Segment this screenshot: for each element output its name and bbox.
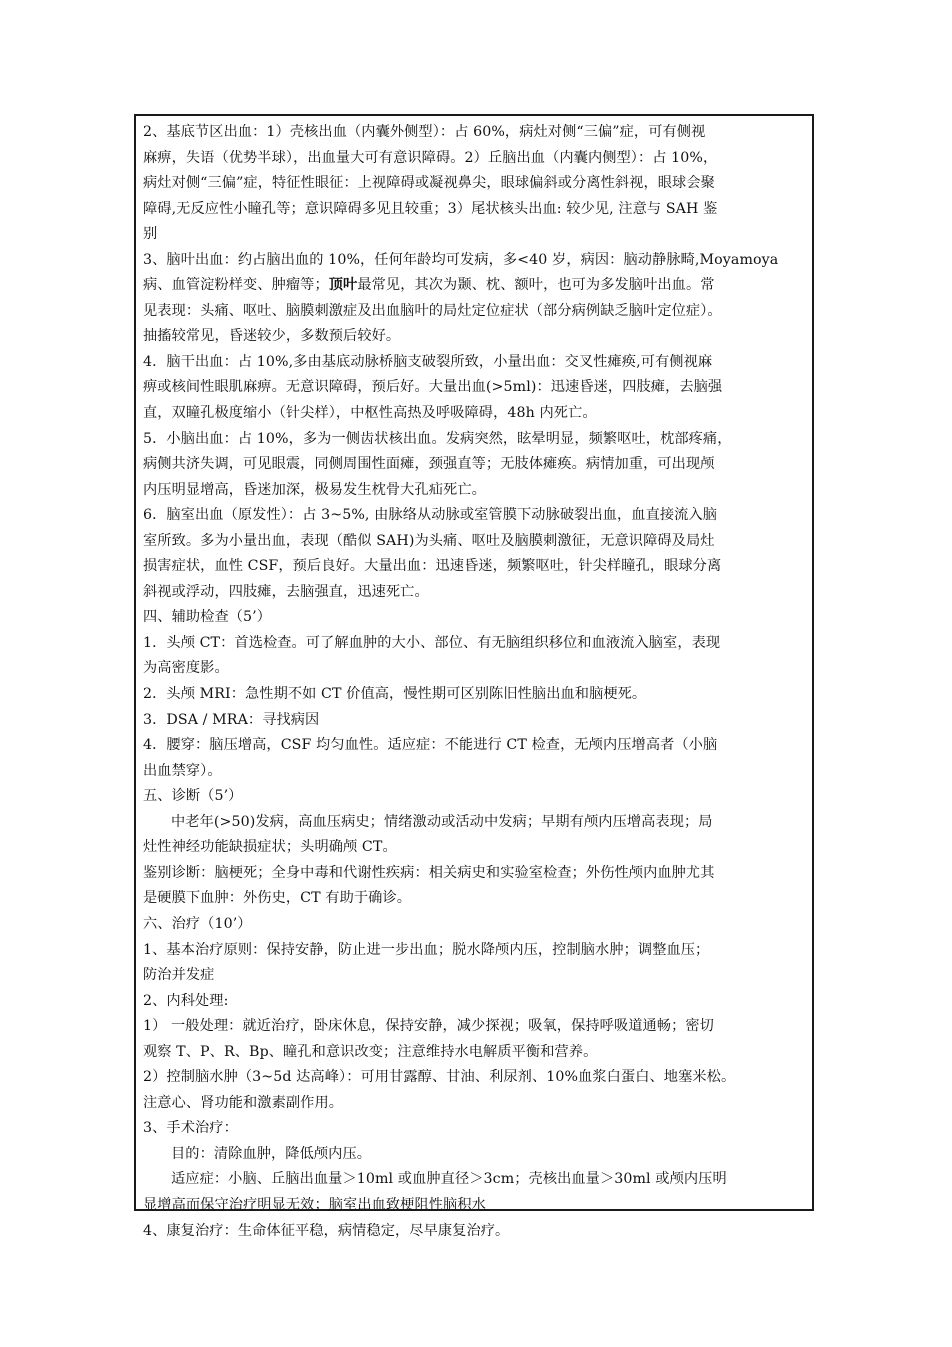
- text-line: 直，双瞳孔极度缩小（针尖样），中枢性高热及呼吸障碍，48h 内死亡。: [143, 405, 597, 422]
- text-line: 见表现：头痛、呕吐、脑膜刺激症及出血脑叶的局灶定位症状（部分病例缺乏脑叶定位症）。: [143, 302, 722, 319]
- text-line: 抽搐较常见，昏迷较少，多数预后较好。: [143, 328, 401, 345]
- text-line: 观察 T、P、R、Bp、瞳孔和意识改变；注意维持水电解质平衡和营养。: [143, 1043, 598, 1060]
- text-line: 5．小脑出血：占 10%，多为一侧齿状核出血。发病突然，眩晕明显，频繁呕吐，枕部疼痛，: [143, 430, 732, 447]
- text-line: 防治并发症: [143, 967, 215, 984]
- text-line: 2、基底节区出血：1）壳核出血（内囊外侧型）：占 60%，病灶对侧“三偏”症，可有侧视: [143, 124, 706, 140]
- text-line: 2、内科处理:: [143, 992, 229, 1009]
- content-frame: [134, 114, 814, 1239]
- text-line: 为高密度影。: [143, 660, 229, 677]
- text-line: 3、脑叶出血：约占脑出血的 10%，任何年龄均可发病，多<40 岁，病因：脑动静脉畸,Moyamoya: [143, 251, 779, 268]
- text-line: 1） 一般处理：就近治疗，卧床休息，保持安静，减少探视；吸氧，保持呼吸道通畅；密切: [143, 1018, 714, 1035]
- text-line: 3．DSA / MRA：寻找病因: [143, 711, 320, 728]
- text-line: 注意心、肾功能和激素副作用。: [143, 1094, 344, 1111]
- text-line: 病灶对侧“三偏”症，特征性眼征：上视障碍或凝视鼻尖，眼球偏斜或分离性斜视，眼球会聚: [143, 175, 715, 192]
- text-line: 1、基本治疗原则：保持安静，防止进一步出血；脱水降颅内压，控制脑水肿；调整血压；: [143, 941, 710, 958]
- text-line: 4、康复治疗：生命体征平稳，病情稳定，尽早康复治疗。: [143, 1222, 510, 1239]
- text-line: 损害症状，血性 CSF，预后良好。大量出血：迅速昏迷，频繁呕吐，针尖样瞳孔，眼球分离: [143, 558, 722, 575]
- emphasis-text: 顶叶: [328, 277, 358, 294]
- text-line: 障碍,无反应性小瞳孔等；意识障碍多见且较重；3）尾状核头出血: 较少见, 注意与 SAH 鉴: [143, 200, 718, 217]
- text-line: 6．脑室出血（原发性）：占 3~5%, 由脉络从动脉或室管膜下动脉破裂出血，血直接流入脑: [143, 507, 718, 524]
- text-line: 麻痹，失语（优势半球），出血量大可有意识障碍。2）丘脑出血（内囊内侧型）：占 10%，: [143, 149, 718, 166]
- text-line: 室所致。多为小量出血，表现（酷似 SAH)为头痛、呕吐及脑膜刺激征，无意识障碍及局灶: [143, 532, 715, 549]
- text-line: 2）控制脑水肿（3~5d 达高峰）：可用甘露醇、甘油、利尿剂、10%血浆白蛋白、地塞米松。: [143, 1069, 736, 1086]
- text-line: 内压明显增高，昏迷加深，极易发生枕骨大孔疝死亡。: [143, 481, 486, 498]
- text-segment: 最常见，其次为颞、枕、额叶，也可为多发脑叶出血。常: [357, 277, 715, 294]
- text-line: 4．脑干出血：占 10%,多由基底动脉桥脑支破裂所致，小量出血：交叉性瘫痪,可有侧视麻: [143, 353, 713, 370]
- text-line: 痹或核间性眼肌麻痹。无意识障碍，预后好。大量出血(>5ml)：迅速昏迷，四肢瘫，去脑强: [143, 379, 723, 396]
- text-line: 中老年(>50)发病，高血压病史；情绪激动或活动中发病；早期有颅内压增高表现；局: [171, 813, 713, 830]
- text-line: 适应症：小脑、丘脑出血量＞10ml 或血肿直径＞3cm；壳核出血量＞30ml 或颅内压明: [171, 1171, 727, 1188]
- text-line: 出血禁穿）。: [143, 762, 222, 779]
- text-line: 4．腰穿：脑压增高，CSF 均匀血性。适应症：不能进行 CT 检查，无颅内压增高者（小脑: [143, 737, 718, 754]
- section-heading: 五、诊断（5’）: [143, 788, 243, 805]
- section-heading: 六、治疗（10’）: [143, 915, 252, 932]
- text-line-with-emphasis: [143, 273, 806, 299]
- text-line: 病侧共济失调，可见眼震，同侧周围性面瘫，颈强直等；无肢体瘫痪。病情加重，可出现颅: [143, 456, 715, 473]
- text-line: 斜视或浮动，四肢瘫，去脑强直，迅速死亡。: [143, 583, 429, 600]
- text-line: 3、手术治疗：: [143, 1120, 238, 1137]
- text-line: 别: [143, 226, 158, 243]
- section-heading: 四、辅助检查（5’）: [143, 609, 272, 626]
- text-line: 目的：清除血肿，降低颅内压。: [171, 1145, 372, 1162]
- text-segment: 病、血管淀粉样变、肿瘤等；: [143, 277, 329, 294]
- text-line: 显增高而保守治疗明显无效；脑室出血致梗阻性脑积水: [143, 1196, 486, 1213]
- text-line: 2．头颅 MRI：急性期不如 CT 价值高，慢性期可区别陈旧性脑出血和脑梗死。: [143, 686, 647, 703]
- text-line: 鉴别诊断：脑梗死；全身中毒和代谢性疾病：相关病史和实验室检查；外伤性颅内血肿尤其: [143, 864, 715, 881]
- text-line: 灶性神经功能缺损症状；头明确颅 CT。: [143, 839, 397, 856]
- text-line: 1．头颅 CT：首选检查。可了解血肿的大小、部位、有无脑组织移位和血液流入脑室，表现: [143, 634, 721, 651]
- text-line: 是硬膜下血肿：外伤史，CT 有助于确诊。: [143, 890, 412, 907]
